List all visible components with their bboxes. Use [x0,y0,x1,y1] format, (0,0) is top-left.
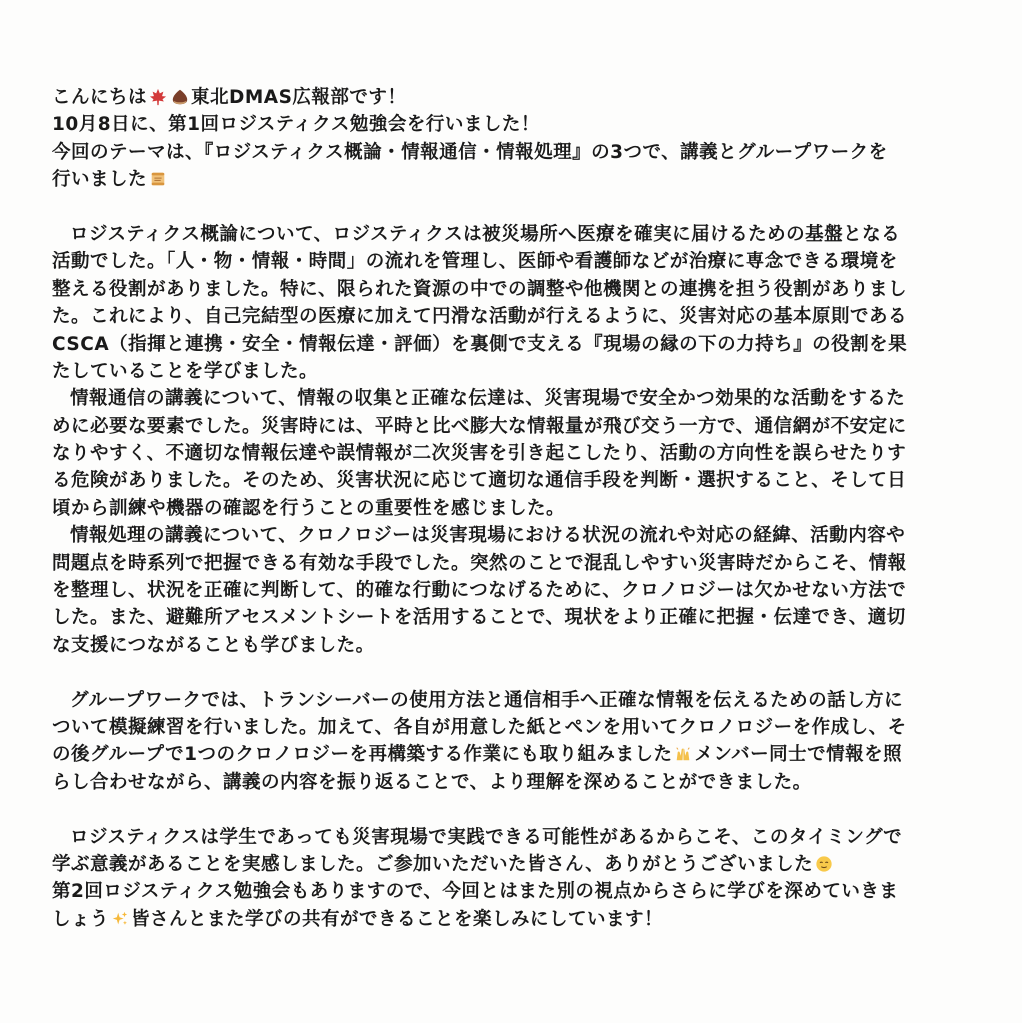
processing-line: 問題点を時系列で把握できる有効な手段でした。突然のことで混乱しやすい災害時だからこそ、情報 [52,552,907,574]
scroll-icon [149,170,167,188]
group-line-text-a: の後グループで1つのクロノロジーを再構築する作業にも取り組みました [52,744,673,766]
closing-line: 第2回ロジスティクス勉強会もありますので、今回とはまた別の視点からさらに学びを深めていきま [52,881,899,903]
comm-line: 頃から訓練や機器の確認を行うことの重要性を感じました。 [52,497,566,519]
group-line: グループワークでは、トランシーバーの使用方法と通信相手へ正確な情報を伝えるための話し方に [70,689,904,711]
group-line: らし合わせながら、講義の内容を振り返ることで、より理解を深めることができました。 [52,771,812,793]
greeting-text-end: 東北DMAS広報部です！ [191,87,407,108]
comm-line: る危険がありました。そのため、災害状況に応じて適切な通信手段を判断・選択すること、そして日 [52,470,907,492]
maple-leaf-icon [149,88,167,106]
closing-line-text: 学ぶ意義があることを実感しました。ご参加いただいた皆さん、ありがとうございました [52,853,814,875]
intro-line-done [52,166,968,193]
group-line: ついて模擬練習を行いました。加えて、各自が用意した紙とペンを用いてクロノロジーを作成し、そ [52,716,907,738]
intro-line-done-text: 行いました [52,169,148,191]
closing-line [52,851,968,878]
closing-line-text-a: しょう [52,908,110,930]
logistics-line: CSCA（指揮と連携・安全・情報伝達・評価）を裏側で支える『現場の縁の下の力持ち』の役割を果 [52,333,908,355]
logistics-line: 活動でした。「人・物・情報・時間」の流れを管理し、医師や看護師などが治療に専念できる環境を [52,251,898,273]
spacer [52,796,968,823]
closing-line-text-b: 皆さんとまた学びの共有ができることを楽しみにしています！ [131,908,664,930]
sparkles-icon [111,910,129,928]
spacer [52,194,968,221]
greeting-line [52,84,968,111]
comm-line: 情報通信の講義について、情報の収集と正確な伝達は、災害現場で安全かつ効果的な活動をするた [70,388,906,410]
processing-line: 情報処理の講義について、クロノロジーは災害現場における状況の流れや対応の経緯、活動内容や [70,525,906,547]
logistics-line: た。これにより、自己完結型の医療に加えて円滑な活動が行えるように、災害対応の基本原則である [52,306,908,328]
closing-line [52,906,968,933]
chestnut-icon [171,88,189,106]
logistics-line: たしていることを学びました。 [52,360,319,382]
group-line [52,741,968,768]
intro-line-theme: 今回のテーマは、『ロジスティクス概論・情報通信・情報処理』の3つで、講義とグループワークを [52,141,888,163]
intro-line-date: 10月8日に、第1回ロジスティクス勉強会を行いました！ [52,114,540,136]
group-line-text-b: メンバー同士で情報を照 [694,744,903,766]
logistics-line: ロジスティクス概論について、ロジスティクスは被災場所へ医療を確実に届けるための基盤となる [70,223,901,245]
processing-line: を整理し、状況を正確に判断して、的確な行動につなげるために、クロノロジーは欠かせない方法で [52,580,907,602]
relieved-face-icon [815,855,833,873]
spacer [52,659,968,686]
processing-line: な支援につながることも学びました。 [52,634,375,656]
closing-line: ロジスティクスは学生であっても災害現場で実践できる可能性があるからこそ、このタイミングで [70,826,903,848]
greeting-text-start: こんにちは [52,87,148,108]
comm-line: めに必要な要素でした。災害時には、平時と比べ膨大な情報量が飛び交う一方で、通信網が不安定に [52,415,907,437]
comm-line: なりやすく、不適切な情報伝達や誤情報が二次災害を引き起こしたり、活動の方向性を誤らせたりす [52,443,907,465]
processing-line: した。また、避難所アセスメントシートを活用することで、現状をより正確に把握・伝達でき、適切 [52,607,906,629]
post-body [52,84,968,933]
raising-hands-icon [674,745,692,763]
logistics-line: 整える役割がありました。特に、限られた資源の中での調整や他機関との連携を担う役割がありまし [52,278,908,300]
